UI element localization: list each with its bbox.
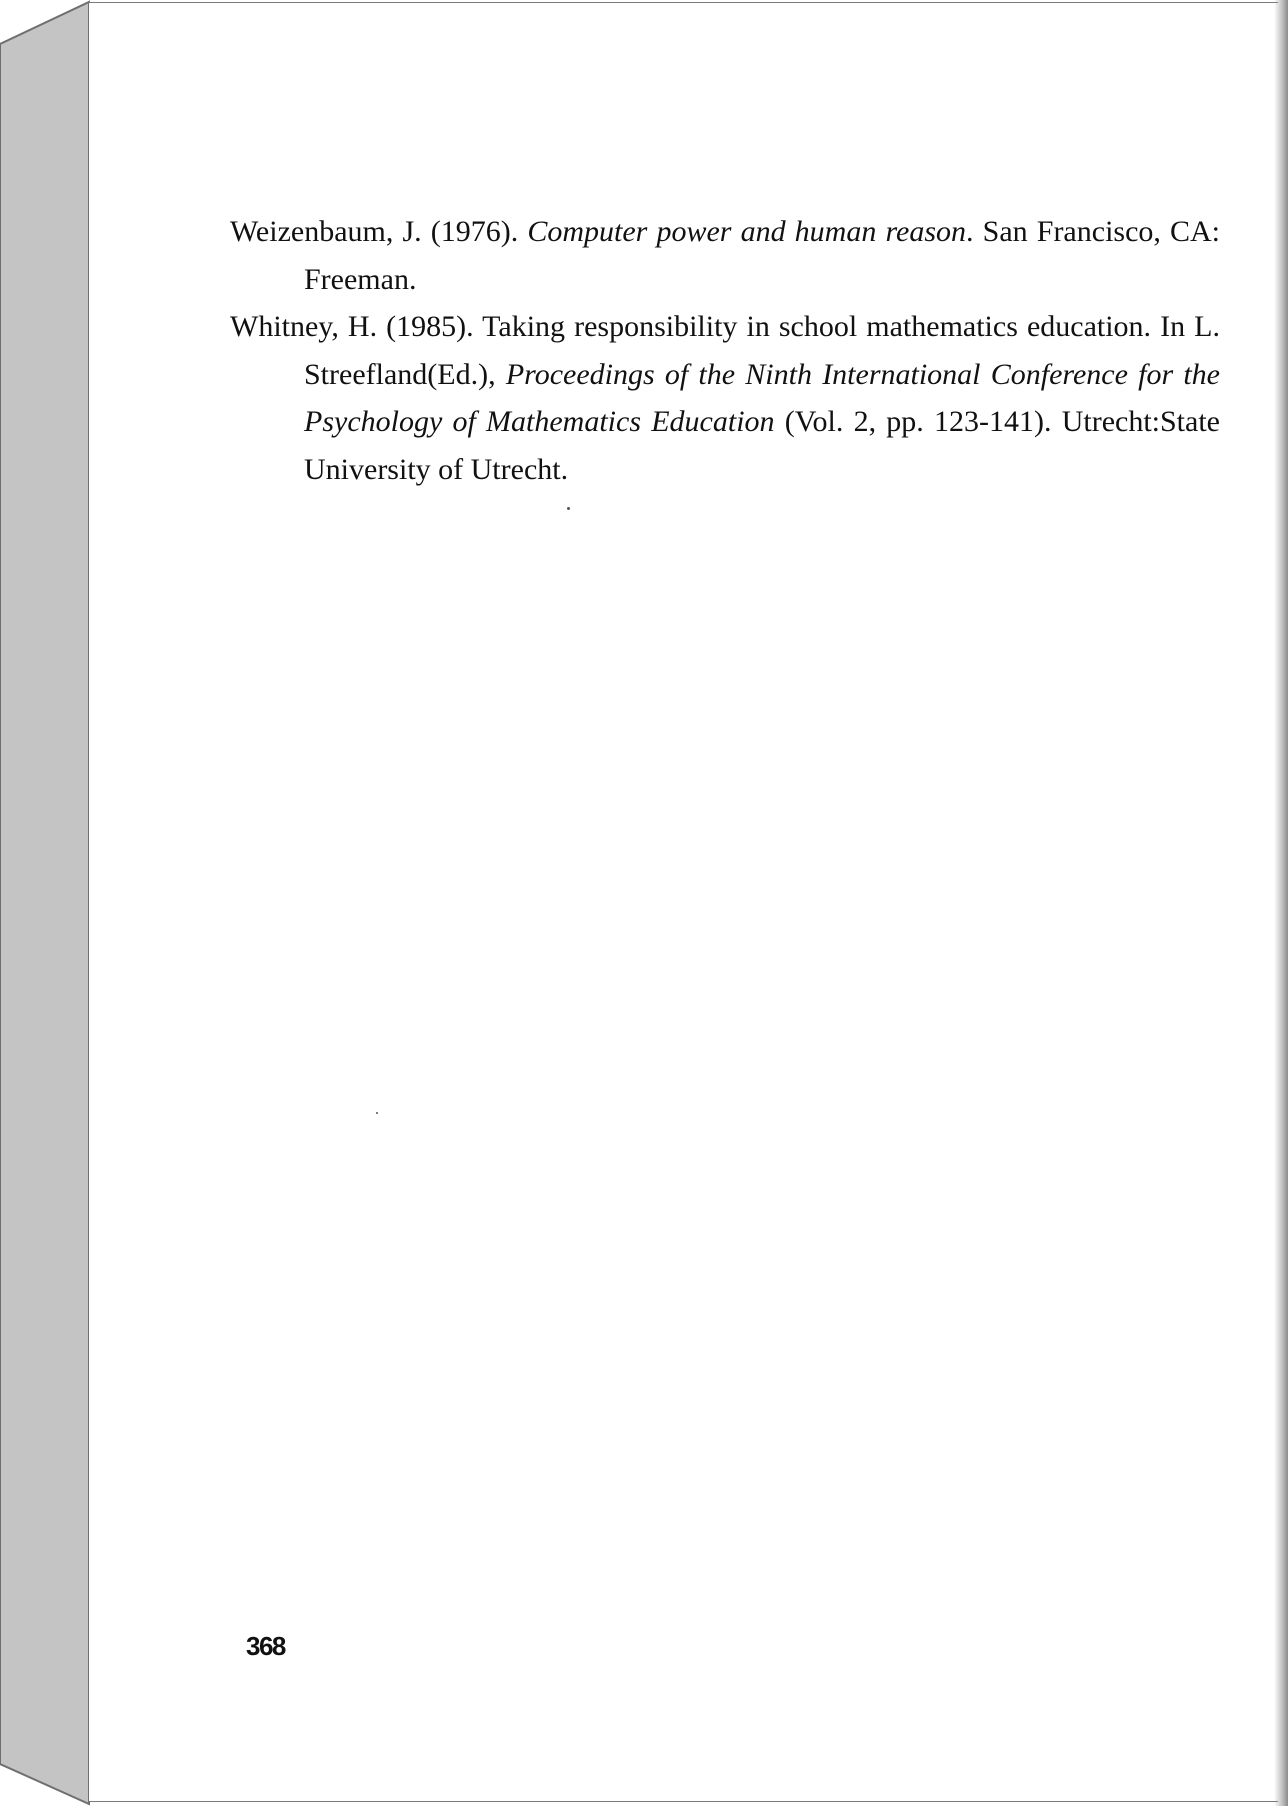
page-edge-shadow <box>1274 0 1288 1806</box>
reference-list <box>230 208 1220 493</box>
reference-entry-weizenbaum: Weizenbaum, J. (1976). Computer power and human reason. San Francisco, CA: Freeman. <box>230 215 1221 296</box>
scan-speck <box>567 507 570 510</box>
scan-speck <box>376 1112 378 1114</box>
page-number: 368 <box>246 1631 285 1661</box>
book-spine <box>0 0 92 1806</box>
book-page <box>89 2 1278 1802</box>
reference-entry-whitney: Whitney, H. (1985). Taking responsibility in school mathematics education. In L. Streefland(Ed.), Proceedings of the Ninth International Conference for the Psychology of Mathematics Education (Vol. 2, pp. 123-141). Utrecht:State University of Utrecht. <box>230 310 1220 486</box>
